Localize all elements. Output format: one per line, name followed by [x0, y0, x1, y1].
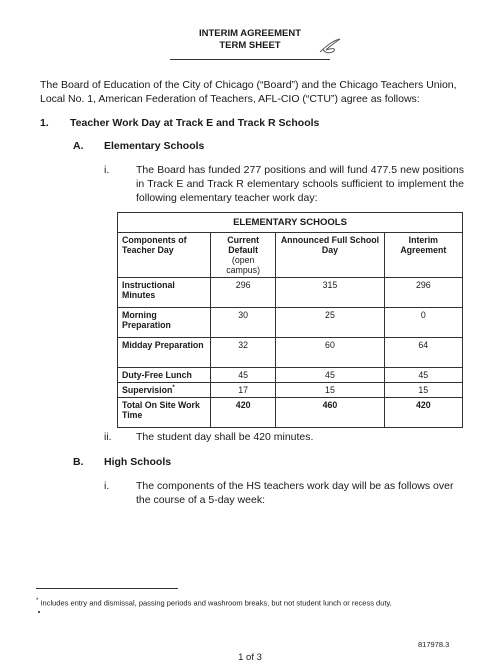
cell: 45 [211, 368, 276, 383]
item-ii-number: ii. [104, 431, 112, 443]
document-id: 817978.3 [418, 640, 450, 649]
cell: 15 [384, 383, 462, 398]
section-a-letter: A. [73, 140, 84, 152]
col-header-announced: Announced Full School Day [276, 233, 384, 278]
cell: 296 [211, 278, 276, 308]
elementary-schools-table [117, 212, 463, 428]
title-line-1: INTERIM AGREEMENT [198, 28, 302, 39]
cell: 64 [384, 338, 462, 368]
section-b-title: High Schools [104, 456, 172, 468]
cell: 0 [384, 308, 462, 338]
cell: 32 [211, 338, 276, 368]
footnote-marker: * [172, 385, 175, 392]
table-row [118, 383, 463, 398]
cell: 460 [276, 398, 384, 428]
row-label: Instructional Minutes [118, 278, 211, 308]
cell: 45 [384, 368, 462, 383]
item-i-number: i. [104, 164, 110, 176]
table-row [118, 308, 463, 338]
cell: 296 [384, 278, 462, 308]
footnote-asterisk: * [36, 598, 39, 604]
stray-mark [38, 611, 40, 613]
cell: 30 [211, 308, 276, 338]
footnote [36, 596, 476, 609]
cell: 315 [276, 278, 384, 308]
section-1-title: Teacher Work Day at Track E and Track R Schools [70, 117, 320, 129]
col-header-open-campus: (open campus) [226, 255, 260, 275]
table-row [118, 368, 463, 383]
col-header-components: Components of Teacher Day [118, 233, 211, 278]
intro-paragraph: The Board of Education of the City of Chicago (“Board”) and the Chicago Teachers Union, Local No. 1, American Federation of Teachers, AFL-CIO (“CTU”) agree as follows: [40, 79, 457, 105]
table-header-row [118, 233, 463, 278]
table-row [118, 278, 463, 308]
title-line-2: TERM SHEET [219, 40, 281, 51]
section-b-letter: B. [73, 456, 84, 468]
item-i-text: The Board has funded 277 positions and will fund 477.5 new positions in Track E and Track R elementary schools sufficient to implement the following elementary teacher work day: [136, 164, 464, 204]
page-number: 1 of 3 [238, 652, 262, 663]
footnote-rule [36, 588, 178, 589]
col-header-interim: Interim Agreement [384, 233, 462, 278]
cell: 420 [211, 398, 276, 428]
row-label: Midday Preparation [118, 338, 211, 368]
cell: 25 [276, 308, 384, 338]
cell: 15 [276, 383, 384, 398]
section-1-number: 1. [40, 117, 49, 129]
cell: 420 [384, 398, 462, 428]
cell: 17 [211, 383, 276, 398]
row-label: Total On Site Work Time [118, 398, 211, 428]
handwritten-initials [316, 36, 346, 56]
item-b-i-number: i. [104, 480, 110, 492]
col-header-current-default: Current Default (open campus) [211, 233, 276, 278]
footnote-text: Includes entry and dismissal, passing periods and washroom breaks, but not student lunch or recess duty. [40, 598, 392, 608]
table-title: ELEMENTARY SCHOOLS [118, 213, 463, 233]
item-b-i-text: The components of the HS teachers work day will be as follows over the course of a 5-day week: [136, 480, 454, 506]
title-rule [170, 59, 330, 60]
cell: 45 [276, 368, 384, 383]
section-a-title: Elementary Schools [104, 140, 205, 152]
table-row [118, 338, 463, 368]
row-label: Duty-Free Lunch [118, 368, 211, 383]
row-label: Supervision* [118, 383, 211, 398]
cell: 60 [276, 338, 384, 368]
row-label: Morning Preparation [118, 308, 211, 338]
table-row-total [118, 398, 463, 428]
item-ii-text: The student day shall be 420 minutes. [136, 431, 314, 443]
